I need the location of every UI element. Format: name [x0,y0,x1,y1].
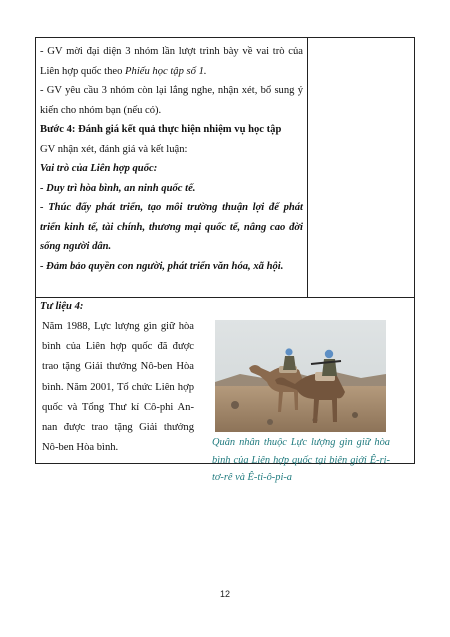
role-heading: Vai trò của Liên hợp quốc: [40,163,158,174]
lesson-table [35,37,415,483]
step3-text: - GV mời đại diện 3 nhóm lần lượt trình bày về vai trò của Liên hợp quốc theo [40,46,303,77]
page-number: 12 [219,589,230,599]
reference-title: Tư liệu 4: [40,301,84,312]
steps-cell [36,38,308,297]
role-item: - Đảm bảo quyền con người, phát triển văn hóa, xã hội. [40,260,284,272]
worksheet-reference: Phiếu học tập số 1. [125,65,207,77]
photo-caption: Quân nhân thuộc Lực lượng gìn giữ hòa bình của Liên hợp quốc tại biên giới Ê-ri-tơ-rê và Ê-ti-ô-pi-a [212,437,390,483]
table-row-steps [36,38,414,298]
step3-presentation [40,42,303,81]
role-item: - Duy trì hòa bình, an ninh quốc tế. [40,182,196,194]
peacekeepers-camel-photo [215,320,386,432]
step4-text: GV nhận xét, đánh giá và kết luận: [40,143,188,155]
role-item: - Thúc đẩy phát triển, tạo môi trường thuận lợi để phát triển kinh tế, tài chính, thương mại quốc tế, nâng cao đời sống người dân. [40,202,303,252]
table-row-reference [36,298,414,483]
empty-cell [308,38,414,297]
step3-feedback: - GV yêu cầu 3 nhóm còn lại lắng nghe, nhận xét, bổ sung ý kiến cho nhóm bạn (nếu có). [40,85,303,116]
step4-heading: Bước 4: Đánh giá kết quả thực hiện nhiệm vụ học tập [40,124,282,135]
reference-text: Năm 1988, Lực lượng gìn giữ hòa bình của Liên hợp quốc đã được trao tặng Giải thưởng Nô-ben Hòa bình. Năm 2001, Tổ chức Liên hợp quốc và Tổng Thư kí Cô-phi An-nan được trao tặng Giải thưởng Nô-ben Hòa bình. [42,321,194,454]
